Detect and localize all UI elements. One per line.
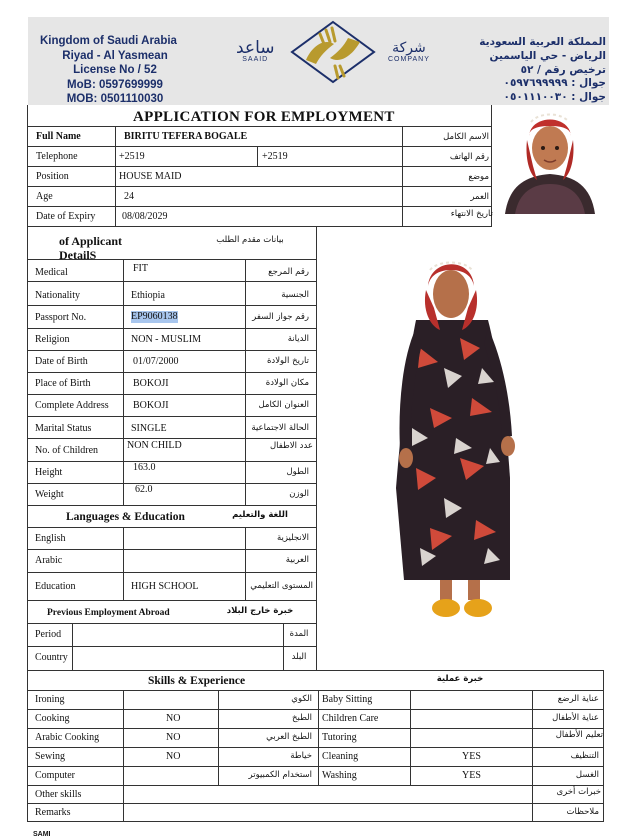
passport-label-ar: رقم جواز السفر	[252, 312, 309, 322]
children-value: NON CHILD	[127, 440, 182, 451]
applicant-heading: of Applicant	[59, 234, 123, 248]
previous-heading-ar: خبرة خارج البلاد	[226, 606, 294, 616]
religion-value: NON - MUSLIM	[131, 334, 201, 345]
full-name-label: Full Name	[36, 131, 81, 142]
address-label: Complete Address	[35, 400, 109, 411]
logo-company-wordmark: شركة COMPANY	[388, 40, 430, 63]
skill-sewing-ar: خياطة	[290, 751, 312, 761]
age-label-ar: العمر	[470, 192, 489, 202]
skill-sewing-label: Sewing	[35, 751, 65, 762]
languages-heading: Languages & Education	[66, 511, 185, 523]
medical-label-ar: رقم المرجع	[268, 267, 309, 277]
position-value: HOUSE MAID	[119, 171, 182, 182]
dob-value: 01/07/2000	[133, 356, 179, 367]
position-label: Position	[36, 171, 69, 182]
address-label-ar: العنوان الكامل	[258, 400, 309, 410]
education-label: Education	[35, 581, 76, 592]
religion-label-ar: الديانة	[287, 334, 309, 344]
period-label: Period	[35, 629, 62, 640]
period-label-ar: المدة	[289, 629, 309, 639]
english-label: English	[35, 533, 66, 544]
portrait-photo	[495, 106, 605, 214]
height-label: Height	[35, 467, 63, 478]
skill-washing-ar: الغسل	[575, 770, 599, 780]
education-value: HIGH SCHOOL	[131, 581, 199, 592]
applicant-heading-ar: بيانات مقدم الطلب	[216, 235, 284, 245]
telephone-value-2: +2519	[262, 151, 288, 162]
skill-tutoring-ar: تعليم الأطفال	[555, 730, 603, 740]
letterhead-arabic: المملكة العربية السعودية الرياض - حي الياسمين ترخيص رقم / ٥٢ جوال : ٠٥٩٧٦٩٩٩٩٩ جوال : ٠٥٠١١١٠٠٣٠	[479, 36, 606, 104]
height-value: 163.0	[133, 462, 156, 473]
other-skills-label: Other skills	[35, 789, 82, 800]
expiry-label-ar: تاريخ الانتهاء	[450, 209, 493, 219]
marital-value: SINGLE	[131, 423, 167, 434]
skill-computer-ar: استخدام الكمبيوتر	[248, 770, 312, 780]
children-label-ar: عدد الاطفال	[269, 441, 313, 451]
skill-arabic-cooking-label: Arabic Cooking	[35, 732, 100, 743]
expiry-value: 08/08/2029	[122, 211, 168, 222]
height-label-ar: الطول	[286, 467, 309, 477]
pob-value: BOKOJI	[133, 378, 169, 389]
handshake-logo-icon	[290, 20, 376, 84]
pob-label-ar: مكان الولادة	[265, 378, 309, 388]
skill-washing-value: YES	[462, 770, 481, 781]
country-label-ar: البلد	[291, 652, 307, 662]
age-label: Age	[36, 191, 53, 202]
weight-value: 62.0	[135, 484, 153, 495]
children-label: No. of Children	[35, 445, 99, 456]
remarks-label: Remarks	[35, 807, 71, 818]
languages-heading-ar: اللغة والتعليم	[232, 510, 288, 520]
arabic-label: Arabic	[35, 555, 63, 566]
nationality-value: Ethiopia	[131, 290, 165, 301]
expiry-label: Date of Expiry	[36, 211, 96, 222]
skills-heading: Skills & Experience	[148, 675, 246, 687]
skill-ironing-label: Ironing	[35, 694, 65, 705]
weight-label-ar: الوزن	[289, 489, 309, 499]
skill-arabic-cooking-value: NO	[166, 732, 181, 743]
skill-washing-label: Washing	[322, 770, 357, 781]
remarks-ar: ملاحظات	[566, 807, 599, 817]
education-label-ar: المستوى التعليمي	[250, 581, 313, 591]
skill-children-care-label: Children Care	[322, 713, 379, 724]
skills-heading-ar: خبرة عملية	[436, 674, 484, 684]
nationality-label-ar: الجنسية	[281, 290, 309, 300]
medical-label: Medical	[35, 267, 68, 278]
full-body-photo	[360, 248, 540, 628]
nationality-label: Nationality	[35, 290, 80, 301]
address-value: BOKOJI	[133, 400, 169, 411]
skill-sewing-value: NO	[166, 751, 181, 762]
arabic-label-ar: العربية	[285, 555, 309, 565]
skill-baby-sitting-label: Baby Sitting	[322, 694, 373, 705]
skill-cooking-label: Cooking	[35, 713, 70, 724]
skill-ironing-ar: الكوي	[291, 694, 312, 704]
religion-label: Religion	[35, 334, 70, 345]
skill-arabic-cooking-ar: الطبخ العربي	[266, 732, 312, 742]
dob-label-ar: تاريخ الولادة	[266, 356, 309, 366]
skill-children-care-ar: عناية الأطفال	[552, 713, 599, 723]
skill-computer-label: Computer	[35, 770, 75, 781]
passport-label: Passport No.	[35, 312, 87, 323]
letterhead-english: Kingdom of Saudi Arabia Riyad - Al Yasmean License No / 52 MoB: 0597699999 MOB: 0501110030	[40, 35, 177, 105]
previous-heading: Previous Employment Abroad	[47, 608, 170, 618]
full-name-label-ar: الاسم الكامل	[443, 132, 489, 142]
skill-cooking-ar: الطبخ	[292, 713, 312, 723]
skill-cleaning-label: Cleaning	[322, 751, 359, 762]
other-skills-ar: خبرات أخرى	[556, 787, 601, 797]
country-label: Country	[35, 652, 68, 663]
form-title: APPLICATION FOR EMPLOYMENT	[133, 109, 395, 125]
age-value: 24	[124, 191, 134, 202]
telephone-label-ar: رقم الهاتف	[449, 152, 489, 162]
skill-tutoring-label: Tutoring	[322, 732, 357, 743]
telephone-value: +2519	[119, 151, 145, 162]
dob-label: Date of Birth	[35, 356, 88, 367]
skill-cooking-value: NO	[166, 713, 181, 724]
pob-label: Place of Birth	[35, 378, 91, 389]
footer-text: SAMI	[33, 831, 51, 838]
weight-label: Weight	[35, 489, 64, 500]
marital-label: Marital Status	[35, 423, 92, 434]
logo-saaid-wordmark: ساعد SAAID	[236, 38, 275, 63]
english-label-ar: الانجليزية	[276, 533, 309, 543]
applicant-heading-2: DetailS	[59, 248, 97, 262]
passport-value: EP9060138	[131, 311, 178, 322]
full-name-value: BIRITU TEFERA BOGALE	[124, 131, 248, 142]
telephone-label: Telephone	[36, 151, 78, 162]
position-label-ar: موضع	[468, 172, 489, 182]
medical-value: FIT	[133, 263, 148, 274]
skill-cleaning-value: YES	[462, 751, 481, 762]
skill-baby-sitting-ar: عناية الرضع	[557, 694, 599, 704]
skill-cleaning-ar: التنظيف	[570, 751, 599, 761]
marital-label-ar: الحالة الاجتماعية	[251, 423, 309, 433]
